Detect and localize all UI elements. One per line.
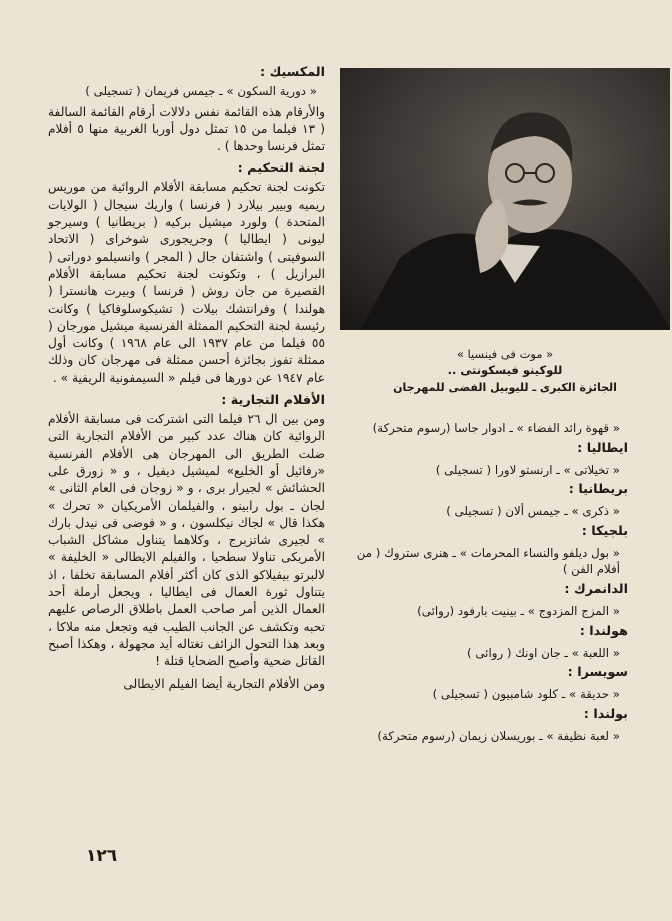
heading-denmark: الدانمرك : — [564, 581, 628, 597]
caption-film-title: « موت فى فينسيا » — [456, 347, 554, 361]
page-number: ١٢٦ — [86, 846, 118, 866]
paragraph-last: ومن الأفلام التجارية أيضا الفيلم الايطالى — [123, 676, 325, 691]
caption-award: الجائزة الكبرى ـ لليوبيل الفضى للمهرجان — [393, 381, 617, 394]
heading-jury: لجنة التحكيم : — [237, 161, 325, 177]
entry-switzerland: « حديقة » ـ كلود شامبيون ( تسجيلى ) — [432, 687, 620, 702]
paragraph-commercial-films: ومن بين ال ٢٦ فيلما التى اشتركت فى مسابقة الأفلام الروائية كان هناك عدد كبير من الأفلام التجارية التى ضلت الطريق الى المهرجان هى الأفلام الفرنسية «رفائيل أو الخليع» لميشيل ديفيل ، و « زورق على الحشائش » لجيرار برى ، و « زوجان فى العام الثانى » لجان ـ بول رابينو ، والفيلمان الأمريكيان « تحرك » هكذا قال » لجاك نيكلسون ، و « فوضى فى نيدل بارك » لجيرى شاتزبرج ، وكلاهما يتناول مشاكل الشباب الأمريكى تناولا سطحيا ، والفيلم الايطالى « الخليفة » لالبرتو بيفيلاكو الذى كان أكثر أفلام المسابقة تخلفا ، اذ يتناول ثورة العمال فى ايطاليا ، ويجعل أرملة أحد العمال الذين أمر صاحب العمل باطلاق الرصاص عليهم تحبه وتكشف عن الجانب الطيب فيه وتجعل منه ملاكا ، وبعد هذا التحول الزائف تغتاله أيد مجهولة ، وهكذا أصبح القاتل ضحية وأصبح الضحايا قتلة ! — [48, 412, 326, 669]
paragraph-jury: تكونت لجنة تحكيم مسابقة الأفلام الروائية من موريس ريميه وبيير بيلارد ( فرنسا ) واريك سيجال ( الولايات المتحدة ) ولورد ميشيل بركيه ( بريطانيا ) وسيرجو ليونى ( ايطاليا ) وجريجورى شوخراى ( الاتحاد السوفيتى ) واشتفان جال ( المجر ) وانسيلمو دوراتى ( البرازيل ) ، وتكونت لجنة تحكيم مسابقة الأفلام القصيرة من جان روش ( فرنسا ) وبيرت هانسترا ( هولندا ) وفرانتشك بيلات ( تشيكوسلوفاكيا ) وكانت رئيسة لجنة التحكيم الممثلة الفرنسية ميشيل مورجان ( ٥٥ فيلما من عام ١٩٣٧ الى عام ١٩٦٨ ) وكانت أول ممثلة تفوز بجائزة أحسن ممثلة فى مهرجان كان وذلك عام ١٩٤٧ عن دورها فى فيلم « السيمفونية الريفية » . — [48, 180, 325, 385]
heading-netherlands: هولندا : — [579, 623, 628, 639]
heading-belgium: بلجيكا : — [581, 523, 628, 539]
photo-caption — [340, 346, 670, 396]
portrait-illustration — [340, 68, 670, 330]
heading-britain: بريطانيا : — [568, 482, 628, 498]
entry-mexico: « دورية السكون » ـ جيمس فريمان ( تسجيلى ) — [85, 84, 317, 98]
left-text-column — [48, 62, 325, 698]
entry-netherlands: « اللعبة » ـ جان اونك ( روائى ) — [467, 645, 620, 660]
entry-italy: « تخيلاتى » ـ ارنستو لاورا ( تسجيلى ) — [435, 462, 620, 477]
entry-britain: « ذكرى » ـ جيمس ألان ( تسجيلى ) — [446, 504, 620, 519]
film-still-photo — [340, 68, 670, 330]
entry-poland: « لعبة نظيفة » ـ بوريسلان زيمان (رسوم متحركة) — [377, 728, 620, 743]
heading-poland: بولندا : — [583, 706, 628, 722]
entry-denmark: « المزج المزدوج » ـ بينيت بارفود (روائى) — [417, 603, 620, 618]
heading-italy: ايطاليا : — [577, 440, 628, 456]
entry-top: « قهوة رائد الفضاء » ـ ادوار جاسا (رسوم متحركة) — [372, 421, 620, 435]
heading-mexico: المكسيك : — [260, 65, 325, 80]
heading-switzerland: سويسرا : — [567, 665, 628, 681]
heading-commercial-films: الأفلام التجارية : — [221, 393, 325, 409]
paragraph-numbers: والأرقام هذه القائمة نفس دلالات أرقام القائمة السالفة ( ١٣ فيلما من ١٥ تمثل دول أوربا الغربية منها ٥ أفلام تمثل فرنسا وحدها ) . — [48, 104, 325, 154]
caption-director: للوكينو فيسكونتى .. — [447, 363, 563, 377]
right-text-column — [345, 420, 628, 748]
entry-belgium: « بول ديلفو والنساء المحرمات » ـ هنرى ستروك ( من أفلام الفن ) — [356, 545, 620, 577]
